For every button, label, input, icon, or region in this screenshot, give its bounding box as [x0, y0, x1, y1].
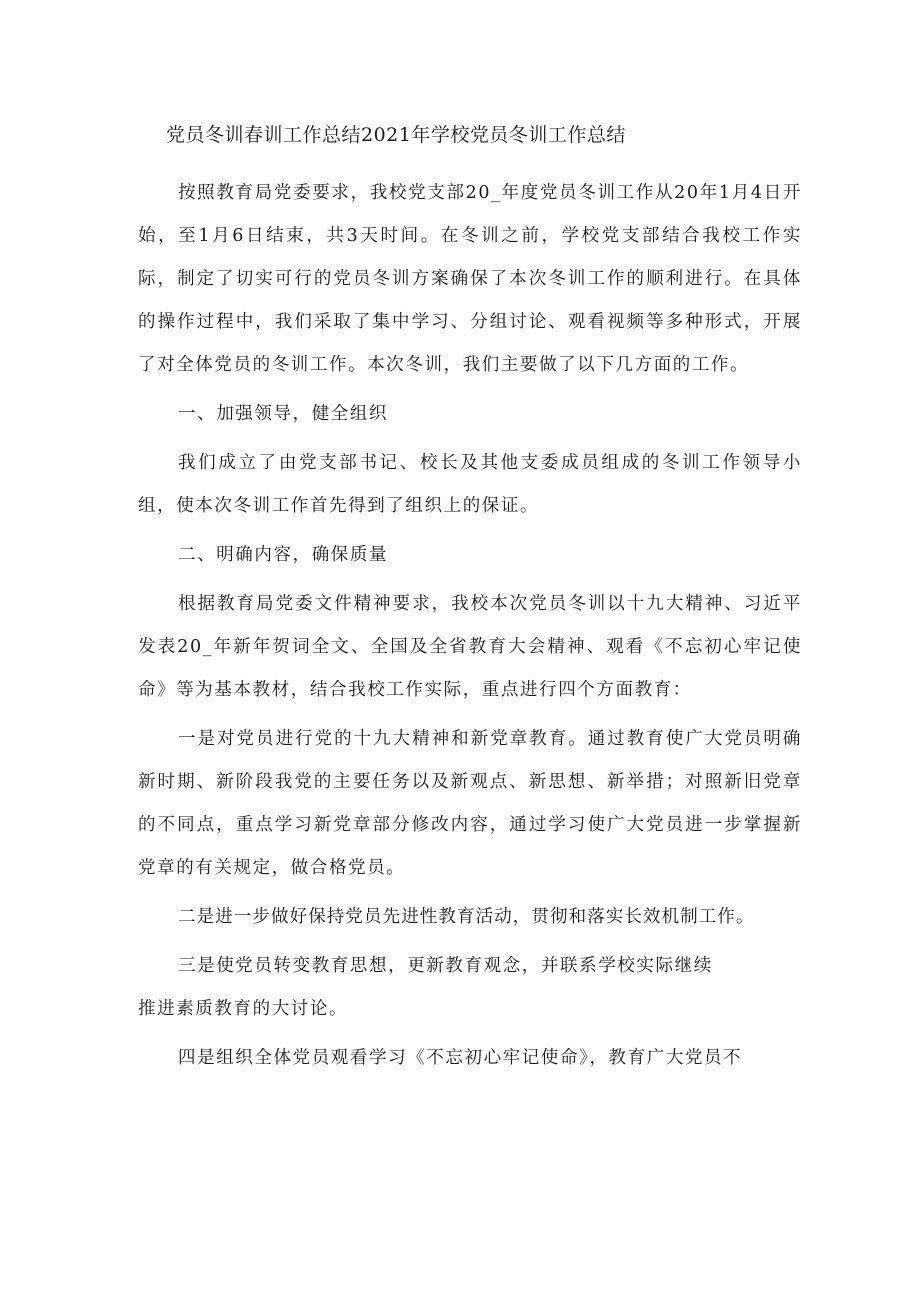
section-heading-1: 一、加强领导，健全组织: [178, 404, 389, 424]
section-heading-2: 二、明确内容，确保质量: [178, 545, 389, 565]
point-3-paragraph: [138, 945, 802, 1031]
section-1-paragraph: 我们成立了由党支部书记、校长及其他支委成员组成的冬训工作领导小组，使本次冬训工作首先得到了组织上的保证。: [138, 453, 802, 516]
intro-paragraph: 按照教育局党委要求，我校党支部20_年度党员冬训工作从20年1月4日开始，至1月6日结束，共3天时间。在冬训之前，学校党支部结合我校工作实际，制定了切实可行的党员冬训方案确保了本次冬训工作的顺利进行。在具体的操作过程中，我们采取了集中学习、分组讨论、观看视频等多种形式，开展了对全体党员的冬训工作。本次冬训，我们主要做了以下几方面的工作。: [138, 183, 802, 375]
point-3-line-2: 推进素质教育的大讨论。: [138, 999, 349, 1019]
document-title: 党员冬训春训工作总结2021年学校党员冬训工作总结: [166, 124, 626, 146]
point-1-paragraph: 一是对党员进行党的十九大精神和新党章教育。通过教育使广大党员明确新时期、新阶段我党的主要任务以及新观点、新思想、新举措；对照新旧党章的不同点，重点学习新党章部分修改内容，通过学习使广大党员进一步掌握新党章的有关规定，做合格党员。: [138, 729, 802, 878]
point-4-paragraph: 四是组织全体党员观看学习《不忘初心牢记使命》，教育广大党员不: [178, 1048, 743, 1068]
point-2-paragraph: 二是进一步做好保持党员先进性教育活动，贯彻和落实长效机制工作。: [178, 907, 755, 927]
section-2-paragraph: 根据教育局党委文件精神要求，我校本次党员冬训以十九大精神、习近平发表20_年新年贺词全文、全国及全省教育大会精神、观看《不忘初心牢记使命》等为基本教材，结合我校工作实际，重点进行四个方面教育：: [138, 594, 802, 700]
point-3-line-1: 三是使党员转变教育思想，更新教育观念，并联系学校实际继续: [178, 956, 713, 976]
